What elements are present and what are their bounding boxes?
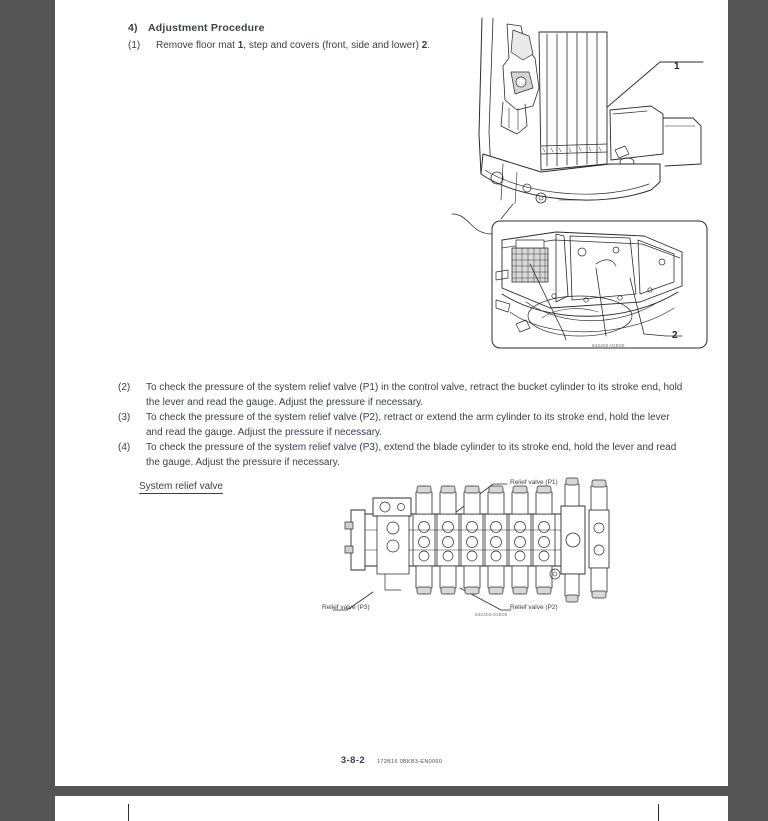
figure-code-top: 842402-01E00 <box>592 343 625 348</box>
page-footer <box>55 750 728 768</box>
step-1-part-2: 2 <box>421 40 428 51</box>
floor-mat-illustration <box>455 14 715 219</box>
next-manual-page <box>55 796 728 821</box>
step-1-text-b: , step and covers (front, side and lower) <box>243 40 422 51</box>
margin-rule-left <box>128 804 129 821</box>
callout-label-relief-valve-p1: Relief valve (P1) <box>510 479 558 486</box>
step-1-text <box>156 38 438 53</box>
section-heading <box>128 22 265 34</box>
step-1-part-1: 1 <box>237 40 244 51</box>
procedure-step-1 <box>128 38 438 53</box>
figure-code-valve: 842403-01E00 <box>475 612 508 617</box>
procedure-step-3 <box>118 410 684 440</box>
section-heading-marker: 4) <box>128 22 138 34</box>
callout-label-relief-valve-p3: Relief valve (P3) <box>322 604 370 611</box>
callout-number-2: 2 <box>672 330 678 341</box>
procedure-step-2 <box>118 380 684 410</box>
step-4-marker: (4) <box>118 442 131 453</box>
step-1-marker: (1) <box>128 40 141 51</box>
step-4-text: To check the pressure of the system relief valve (P3), extend the blade cylinder to its stroke end, hold the lever and read the gauge. Adjust the pressure if necessary. <box>146 442 677 468</box>
manual-page <box>55 0 728 786</box>
margin-rule-right <box>658 804 659 821</box>
subheading-system-relief-valve: System relief valve <box>139 481 223 492</box>
document-code: 172B16 0BKB3-EN0060 <box>377 759 443 765</box>
section-heading-text: Adjustment Procedure <box>148 22 265 34</box>
procedure-step-4 <box>118 440 684 470</box>
step-2-marker: (2) <box>118 382 131 393</box>
callout-number-1: 1 <box>674 61 680 72</box>
step-1-text-c: . <box>427 40 431 51</box>
step-2-text: To check the pressure of the system relief valve (P1) in the control valve, retract the bucket cylinder to its stroke end, hold the lever and read the gauge. Adjust the pressure if necessary. <box>146 382 683 408</box>
callout-label-relief-valve-p2: Relief valve (P2) <box>510 604 558 611</box>
step-1-text-a: Remove floor mat <box>156 40 238 51</box>
control-valve-illustration <box>255 470 655 625</box>
page-number: 3-8-2 <box>340 755 366 766</box>
step-3-text: To check the pressure of the system relief valve (P2), retract or extend the arm cylinder to its stroke end, hold the lever and read the gauge. Adjust the pressure if necessary. <box>146 412 670 438</box>
step-3-marker: (3) <box>118 412 131 423</box>
